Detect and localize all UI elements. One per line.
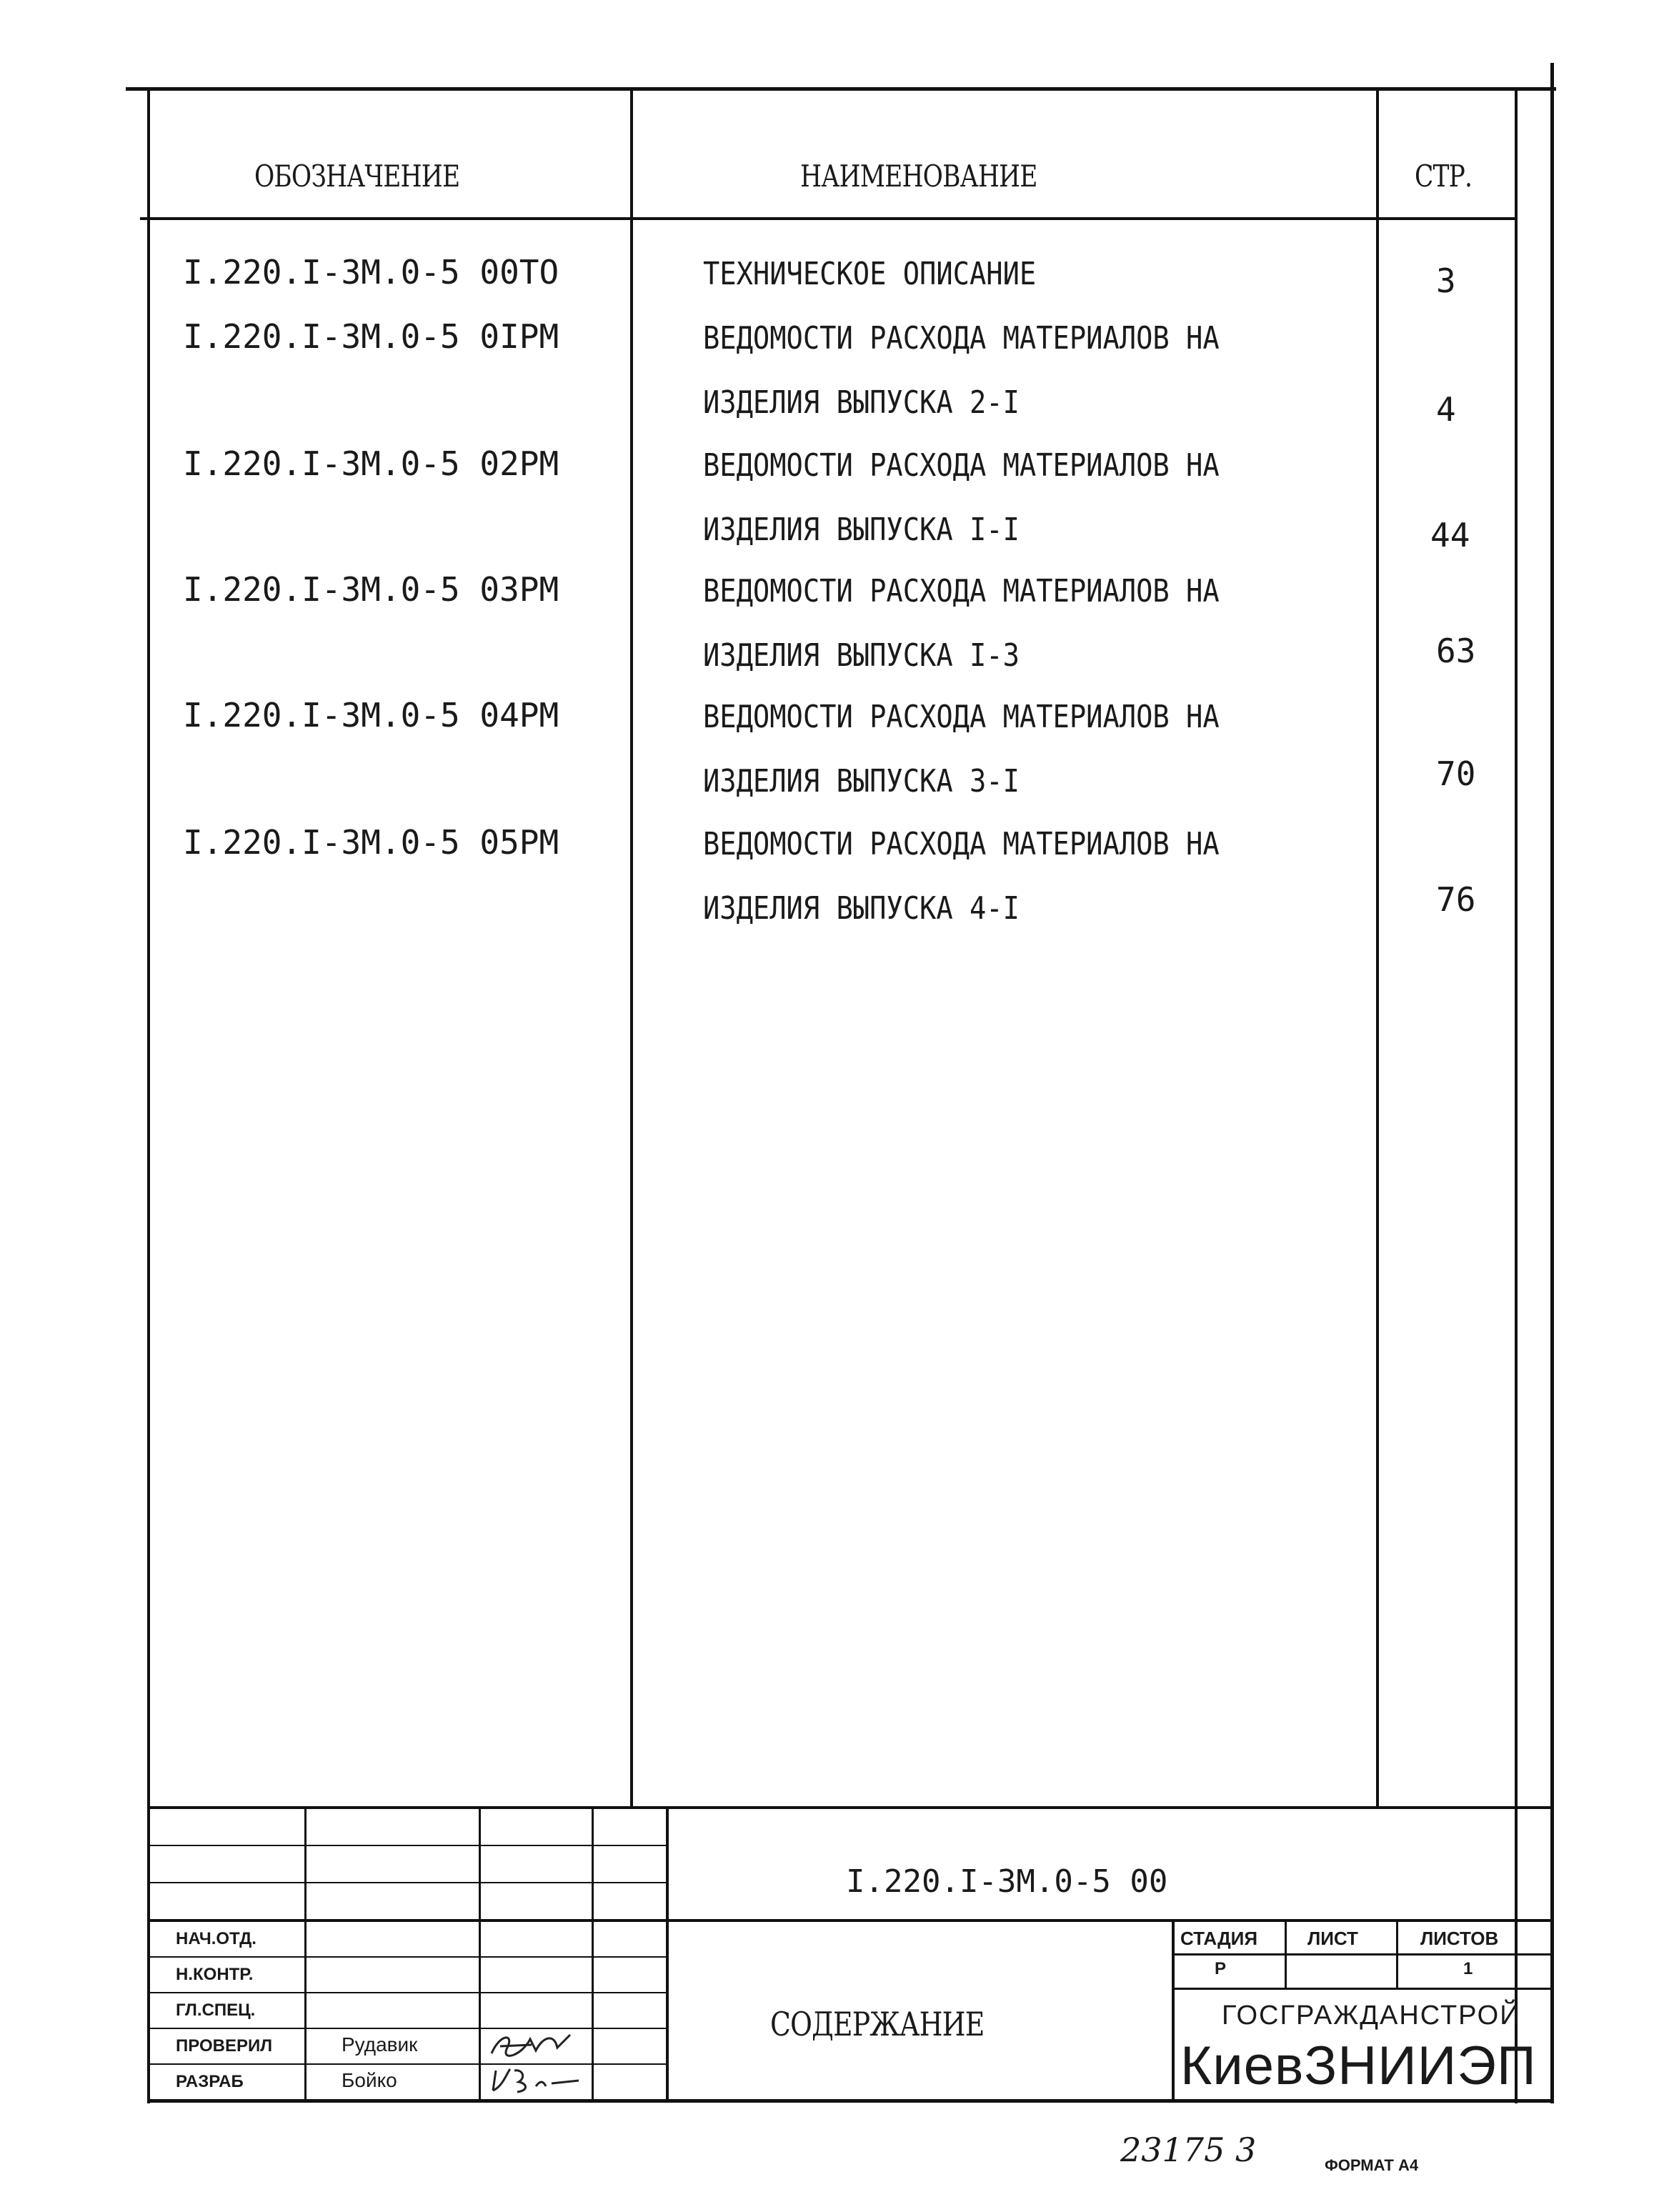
sheets-label: ЛИСТОВ (1420, 1928, 1499, 1949)
signature-developer (486, 2062, 586, 2098)
row-page: 63 (1436, 632, 1476, 670)
frame-right-line-inner (1515, 87, 1518, 2103)
handwritten-number: 23175 3 (1120, 2131, 1257, 2169)
header-bottom-line (140, 217, 1516, 220)
signature-checked (486, 2026, 586, 2062)
row-page: 70 (1436, 754, 1476, 793)
frame-top-line (126, 87, 1556, 91)
row-code: I.220.I-3M.0-5 02PM (183, 444, 559, 483)
row-name-line2: ИЗДЕЛИЯ ВЫПУСКА 2-I (703, 384, 1020, 421)
format-label: ФОРМАТ А4 (1325, 2156, 1419, 2174)
stamp-col-line-1 (304, 1806, 307, 2101)
stamp-row-line (150, 2028, 667, 2029)
col-divider-2 (1376, 87, 1379, 1808)
row-page: 4 (1436, 390, 1456, 429)
stamp-row-line (150, 1845, 667, 1846)
stamp-row-line (150, 1956, 667, 1958)
row-name-line1: ВЕДОМОСТИ РАСХОДА МАТЕРИАЛОВ НА (703, 447, 1220, 484)
row-name-line1: ВЕДОМОСТИ РАСХОДА МАТЕРИАЛОВ НА (703, 320, 1220, 357)
organization-line2: КиевЗНИИЭП (1180, 2036, 1537, 2096)
doc-title: СОДЕРЖАНИЕ (770, 2005, 985, 2043)
person-name: Рудавик (342, 2033, 418, 2056)
stamp-row-line (150, 1992, 667, 1993)
stamp-col-line-4 (666, 1806, 669, 2101)
frame-right-line-outer (1550, 63, 1554, 2103)
frame-bottom-line (150, 2099, 1550, 2103)
stamp-row-line (150, 1919, 1550, 1922)
row-name-line1: ВЕДОМОСТИ РАСХОДА МАТЕРИАЛОВ НА (703, 826, 1220, 862)
row-name-line2: ИЗДЕЛИЯ ВЫПУСКА I-I (703, 512, 1020, 548)
row-name-line1: ТЕХНИЧЕСКОЕ ОПИСАНИЕ (703, 256, 1037, 292)
stage-row-line (1172, 1953, 1550, 1956)
role-label: ПРОВЕРИЛ (176, 2036, 273, 2056)
row-name-line1: ВЕДОМОСТИ РАСХОДА МАТЕРИАЛОВ НА (703, 573, 1220, 609)
row-code: I.220.I-3M.0-5 03PM (183, 570, 559, 609)
doc-code: I.220.I-3M.0-5 00 (846, 1863, 1168, 1900)
organization-line1: ГОСГРАЖДАНСТРОЙ (1222, 2001, 1521, 2031)
stamp-row-line (150, 2063, 667, 2065)
stage-col-line (1172, 1920, 1175, 2101)
row-code: I.220.I-3M.0-5 04PM (183, 696, 559, 734)
header-page: СТР. (1415, 159, 1473, 194)
row-page: 3 (1436, 261, 1456, 300)
role-label: РАЗРАБ (176, 2072, 244, 2091)
stage-label: СТАДИЯ (1180, 1928, 1258, 1949)
role-label: ГЛ.СПЕЦ. (176, 2001, 256, 2020)
row-name-line2: ИЗДЕЛИЯ ВЫПУСКА 3-I (703, 763, 1020, 799)
row-code: I.220.I-3M.0-5 0IPM (183, 317, 559, 356)
header-designation: ОБОЗНАЧЕНИЕ (254, 159, 460, 194)
role-label: Н.КОНТР. (176, 1965, 254, 1984)
stamp-row-line (150, 1882, 667, 1883)
frame-left-line (147, 87, 150, 2103)
sheet-label: ЛИСТ (1307, 1928, 1358, 1949)
stage-value: Р (1215, 1959, 1227, 1978)
sheets-value: 1 (1463, 1959, 1473, 1978)
stage-row-line (1172, 1988, 1550, 1990)
header-name: НАИМЕНОВАНИЕ (800, 159, 1037, 194)
row-page: 76 (1436, 880, 1476, 919)
row-name-line1: ВЕДОМОСТИ РАСХОДА МАТЕРИАЛОВ НА (703, 699, 1220, 735)
stamp-col-line-3 (592, 1806, 594, 2101)
person-name: Бойко (342, 2069, 397, 2091)
row-code: I.220.I-3M.0-5 05PM (183, 823, 559, 862)
row-name-line2: ИЗДЕЛИЯ ВЫПУСКА 4-I (703, 890, 1020, 927)
stamp-top-line (150, 1806, 1550, 1809)
role-label: НАЧ.ОТД. (176, 1929, 256, 1948)
row-page: 44 (1430, 516, 1470, 554)
col-divider-1 (630, 87, 633, 1808)
row-name-line2: ИЗДЕЛИЯ ВЫПУСКА I-3 (703, 637, 1020, 674)
stamp-col-line-2 (479, 1806, 481, 2101)
row-code: I.220.I-3M.0-5 00TO (183, 253, 559, 292)
